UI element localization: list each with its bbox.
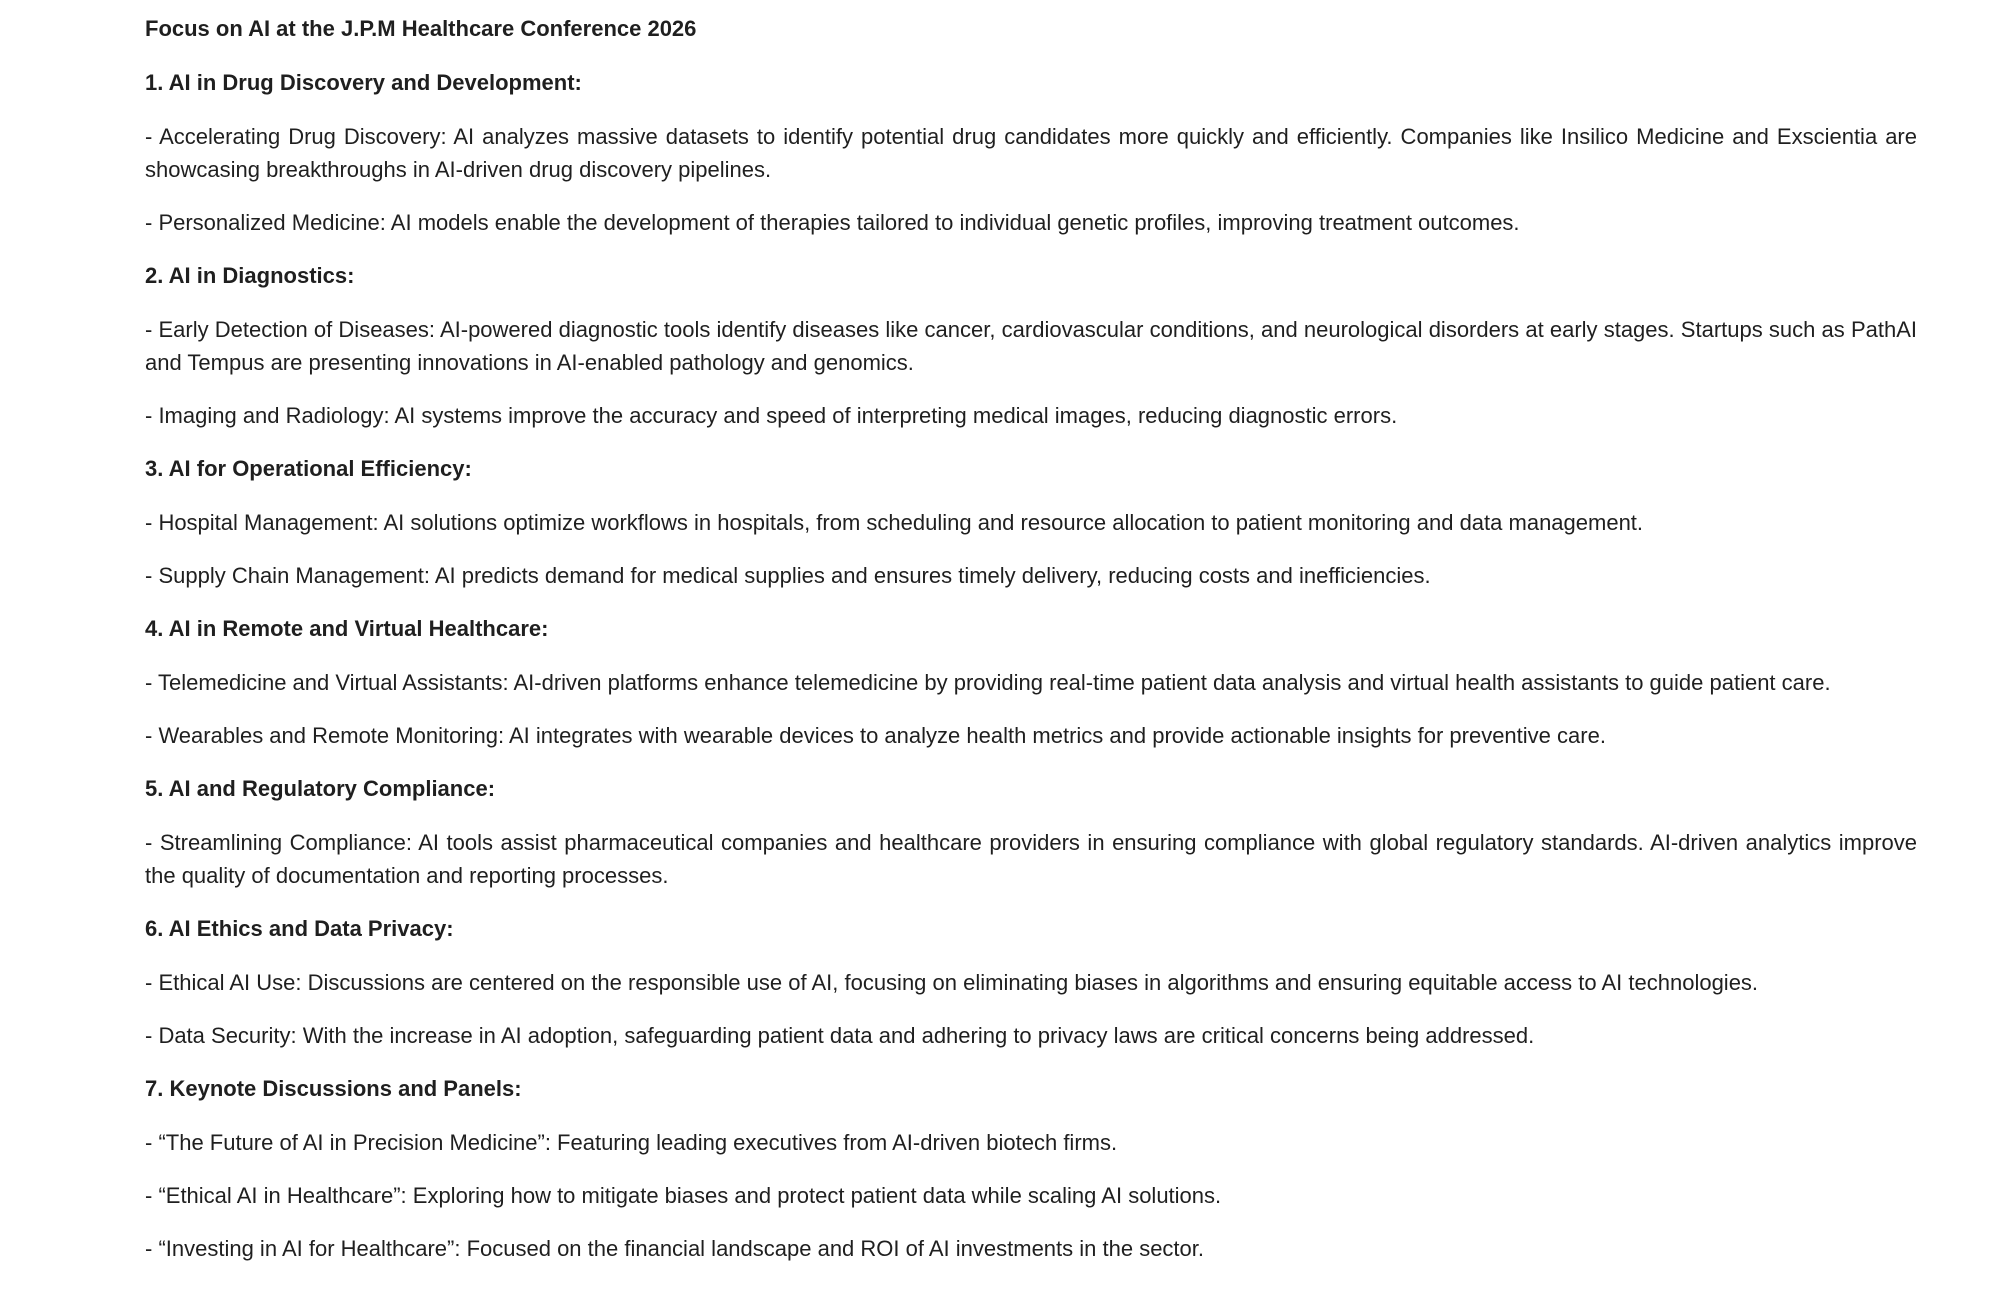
bullet-paragraph: - Wearables and Remote Monitoring: AI integrates with wearable devices to analyze health metrics and provide actionable insights for preventive care. — [145, 723, 1606, 748]
section-heading: 2. AI in Diagnostics: — [145, 263, 355, 288]
section-heading: 7. Keynote Discussions and Panels: — [145, 1076, 522, 1101]
document — [145, 12, 1917, 1265]
section-2 — [145, 259, 1917, 432]
bullet-paragraph: - Early Detection of Diseases: AI-powered diagnostic tools identify diseases like cancer, cardiovascular conditions, and neurological disorders at early stages. Startups such as PathAI and Tempus are presenting innovations in AI-enabled pathology and genomics. — [145, 317, 1917, 375]
section-1 — [145, 66, 1917, 239]
bullet-paragraph: - Imaging and Radiology: AI systems improve the accuracy and speed of interpreting medical images, reducing diagnostic errors. — [145, 403, 1398, 428]
section-heading: 4. AI in Remote and Virtual Healthcare: — [145, 616, 549, 641]
bullet-paragraph: - Accelerating Drug Discovery: AI analyzes massive datasets to identify potential drug candidates more quickly and efficiently. Companies like Insilico Medicine and Exscientia are showcasing breakthroughs in AI-driven drug discovery pipelines. — [145, 124, 1917, 182]
bullet-paragraph: - Personalized Medicine: AI models enable the development of therapies tailored to individual genetic profiles, improving treatment outcomes. — [145, 210, 1520, 235]
bullet-paragraph: - Streamlining Compliance: AI tools assist pharmaceutical companies and healthcare providers in ensuring compliance with global regulatory standards. AI-driven analytics improve the quality of documentation and reporting processes. — [145, 830, 1917, 888]
section-5 — [145, 772, 1917, 892]
bullet-paragraph: - Telemedicine and Virtual Assistants: AI-driven platforms enhance telemedicine by providing real-time patient data analysis and virtual health assistants to guide patient care. — [145, 670, 1831, 695]
section-3 — [145, 452, 1917, 592]
section-4 — [145, 612, 1917, 752]
section-heading: 1. AI in Drug Discovery and Development: — [145, 70, 582, 95]
bullet-paragraph: - Hospital Management: AI solutions optimize workflows in hospitals, from scheduling and resource allocation to patient monitoring and data management. — [145, 510, 1644, 535]
bullet-paragraph: - “The Future of AI in Precision Medicine”: Featuring leading executives from AI-driven biotech firms. — [145, 1130, 1118, 1155]
section-6 — [145, 912, 1917, 1052]
bullet-paragraph: - “Ethical AI in Healthcare”: Exploring how to mitigate biases and protect patient data while scaling AI solutions. — [145, 1183, 1222, 1208]
bullet-paragraph: - Ethical AI Use: Discussions are centered on the responsible use of AI, focusing on eliminating biases in algorithms and ensuring equitable access to AI technologies. — [145, 970, 1759, 995]
section-7 — [145, 1072, 1917, 1265]
bullet-paragraph: - Supply Chain Management: AI predicts demand for medical supplies and ensures timely delivery, reducing costs and inefficiencies. — [145, 563, 1431, 588]
bullet-paragraph: - Data Security: With the increase in AI adoption, safeguarding patient data and adhering to privacy laws are critical concerns being addressed. — [145, 1023, 1535, 1048]
section-heading: 5. AI and Regulatory Compliance: — [145, 776, 496, 801]
bullet-paragraph: - “Investing in AI for Healthcare”: Focused on the financial landscape and ROI of AI investments in the sector. — [145, 1236, 1205, 1261]
section-heading: 3. AI for Operational Efficiency: — [145, 456, 472, 481]
section-heading: 6. AI Ethics and Data Privacy: — [145, 916, 454, 941]
document-title: Focus on AI at the J.P.M Healthcare Conference 2026 — [145, 16, 697, 41]
